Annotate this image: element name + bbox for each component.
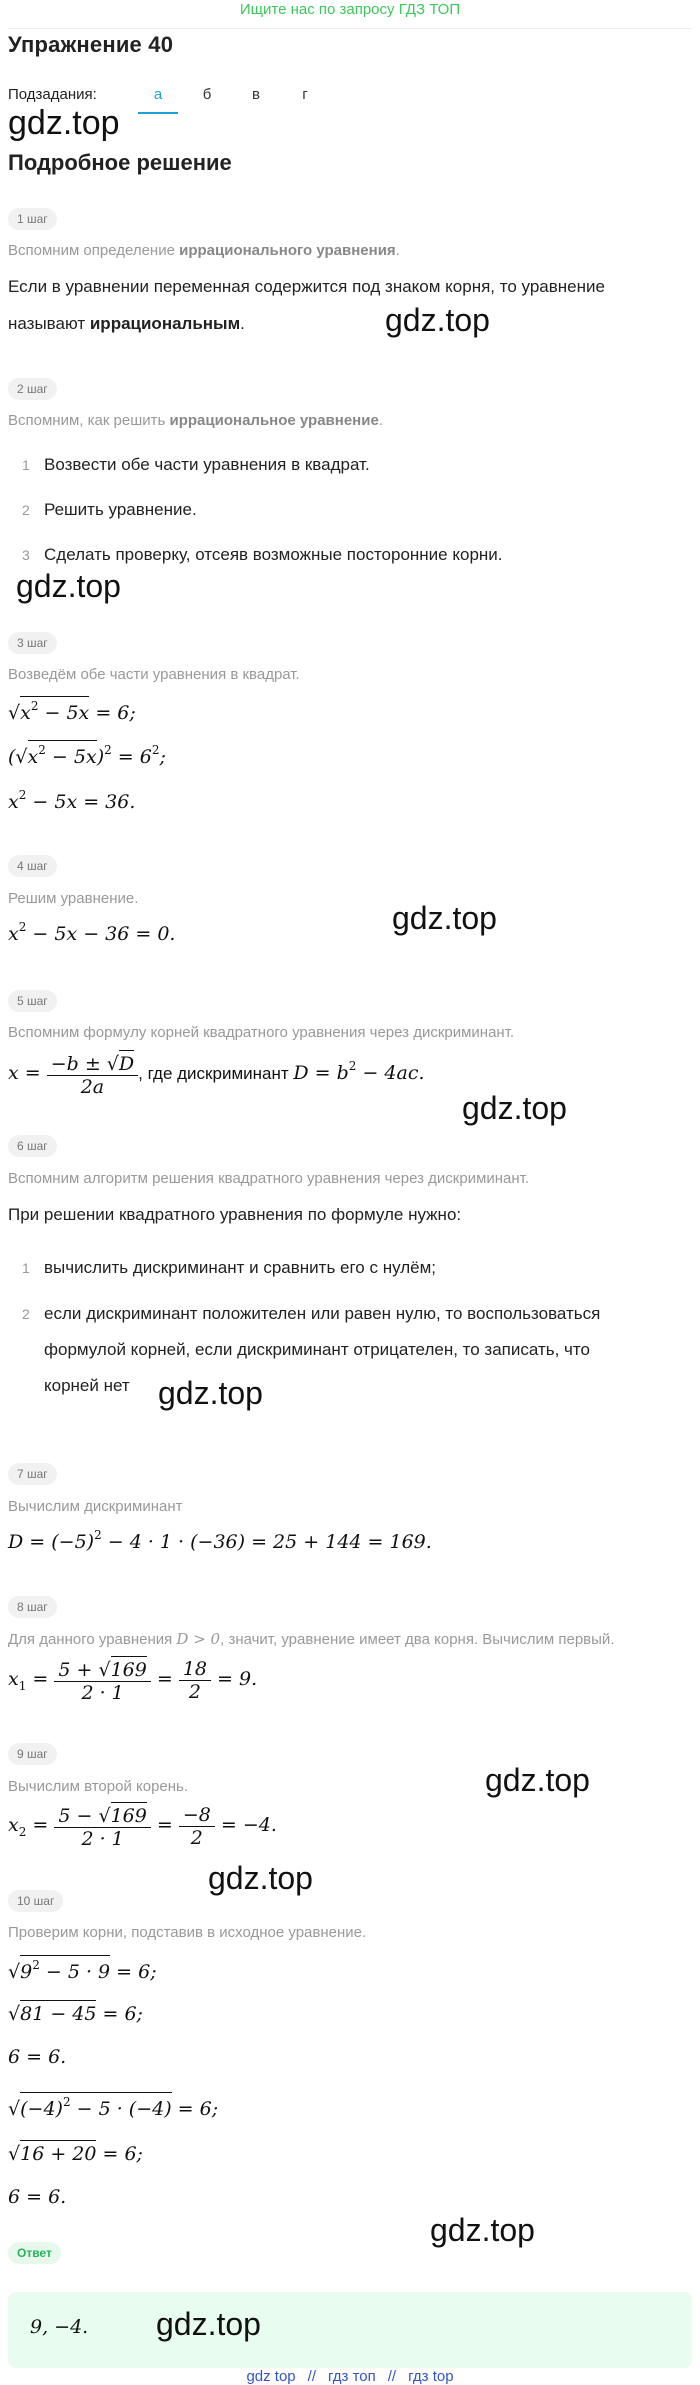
equation: $√x^2 - 5x = 6$; <box>8 696 136 724</box>
step-note: Вспомним, как решить иррациональное уравнение. <box>8 412 383 429</box>
equation: √81 − 45 = 6; <box>8 2000 143 2025</box>
equation: $D = (-5)^2 - 4 \cdot 1 \cdot (-36) = 25 + 144 = 169$. <box>8 1528 432 1553</box>
equation: $√(-4)^2 - 5 \cdot (-4) = 6$; <box>8 2092 218 2120</box>
watermark: gdz.top <box>16 568 121 604</box>
equation: $x^2 - 5x = 36$. <box>8 788 136 813</box>
divider <box>8 28 692 29</box>
watermark: gdz.top <box>156 2306 261 2342</box>
footer-separator: // <box>387 2368 397 2385</box>
answer-value: 9, −4. <box>30 2316 89 2338</box>
step-badge: 9 шаг <box>8 1743 57 1765</box>
step-badge: 8 шаг <box>8 1596 57 1618</box>
step-note: Вычислим дискриминант <box>8 1498 183 1515</box>
tab-a[interactable]: а <box>153 86 163 103</box>
list-item: 1 Возвести обе части уравнения в квадрат. <box>22 455 370 474</box>
equation: x = $\frac{-b \pm √D}{2a}$ , где дискриминант $D = b^2 - 4ac$. <box>8 1050 425 1098</box>
active-tab-indicator <box>138 112 178 114</box>
watermark: gdz.top <box>392 900 497 936</box>
watermark: gdz.top <box>8 104 120 142</box>
watermark: gdz.top <box>430 2212 535 2248</box>
footer-link[interactable]: gdz top <box>246 2368 296 2385</box>
equation: $x_2$ = $\frac{5 - √169}{2 \cdot 1}$ = $\frac{-8}{2}$ = −4. <box>8 1803 277 1850</box>
list-item: формулой корней, если дискриминант отрицателен, то записать, что <box>44 1340 590 1359</box>
answer-badge: Ответ <box>8 2242 61 2264</box>
step-text: Если в уравнении переменная содержится под знаком корня, то уравнение <box>8 277 605 296</box>
step-badge: 5 шаг <box>8 990 57 1012</box>
step-note: Возведём обе части уравнения в квадрат. <box>8 666 300 683</box>
equation: 6 = 6. <box>8 2046 67 2068</box>
footer-links <box>0 2368 700 2385</box>
footer-link[interactable]: гдз top <box>408 2368 454 2385</box>
list-item: 1 вычислить дискриминант и сравнить его с нулём; <box>22 1258 437 1277</box>
step-badge: 6 шаг <box>8 1135 57 1157</box>
equation: $(√x^2 - 5x)^2 = 6^2$; <box>8 740 166 768</box>
watermark: gdz.top <box>385 302 490 338</box>
watermark: gdz.top <box>462 1090 567 1126</box>
step-badge: 1 шаг <box>8 208 57 230</box>
tab-v[interactable]: в <box>252 86 260 103</box>
solution-heading: Подробное решение <box>8 150 232 175</box>
step-text: называют иррациональным. <box>8 314 245 333</box>
step-text: При решении квадратного уравнения по формуле нужно: <box>8 1205 462 1224</box>
watermark: gdz.top <box>208 1860 313 1896</box>
footer-link[interactable]: гдз топ <box>328 2368 376 2385</box>
tab-g[interactable]: г <box>302 86 308 103</box>
list-item: корней нет <box>44 1376 130 1395</box>
step-badge: 10 шаг <box>8 1890 63 1912</box>
step-badge: 7 шаг <box>8 1463 57 1485</box>
list-item: 3 Сделать проверку, отсеяв возможные посторонние корни. <box>22 545 503 564</box>
step-note: Проверим корни, подставив в исходное уравнение. <box>8 1924 367 1941</box>
step-badge: 2 шаг <box>8 378 57 400</box>
step-badge: 3 шаг <box>8 632 57 654</box>
equation: $x^2 - 5x - 36 = 0$. <box>8 920 176 945</box>
equation: 6 = 6. <box>8 2186 67 2208</box>
list-item: 2 Решить уравнение. <box>22 500 197 519</box>
answer-box <box>8 2292 692 2368</box>
step-badge: 4 шаг <box>8 855 57 877</box>
equation: $√9^2 - 5 \cdot 9 = 6$; <box>8 1955 157 1983</box>
search-banner[interactable]: Ищите нас по запросу ГДЗ ТОП <box>239 1 461 18</box>
tab-b[interactable]: б <box>202 86 212 103</box>
step-note: Вспомним формулу корней квадратного уравнения через дискриминант. <box>8 1024 515 1041</box>
equation: √16 + 20 = 6; <box>8 2140 143 2165</box>
equation: $x_1$ = $\frac{5 + √169}{2 \cdot 1}$ = $\frac{18}{2}$ = 9. <box>8 1657 258 1704</box>
subtasks-label: Подзадания: <box>8 86 97 103</box>
step-note: Решим уравнение. <box>8 890 139 907</box>
footer-separator: // <box>307 2368 316 2385</box>
watermark: gdz.top <box>158 1375 263 1411</box>
step-note: Для данного уравнения D > 0, значит, уравнение имеет два корня. Вычислим первый. <box>8 1630 615 1648</box>
page-title: Упражнение 40 <box>8 32 174 57</box>
step-note: Вспомним определение иррационального уравнения. <box>8 242 400 259</box>
step-note: Вычислим второй корень. <box>8 1778 189 1795</box>
list-item: 2 если дискриминант положителен или равен нулю, то воспользоваться <box>22 1304 601 1323</box>
watermark: gdz.top <box>485 1762 590 1798</box>
step-note: Вспомним алгоритм решения квадратного уравнения через дискриминант. <box>8 1170 530 1187</box>
